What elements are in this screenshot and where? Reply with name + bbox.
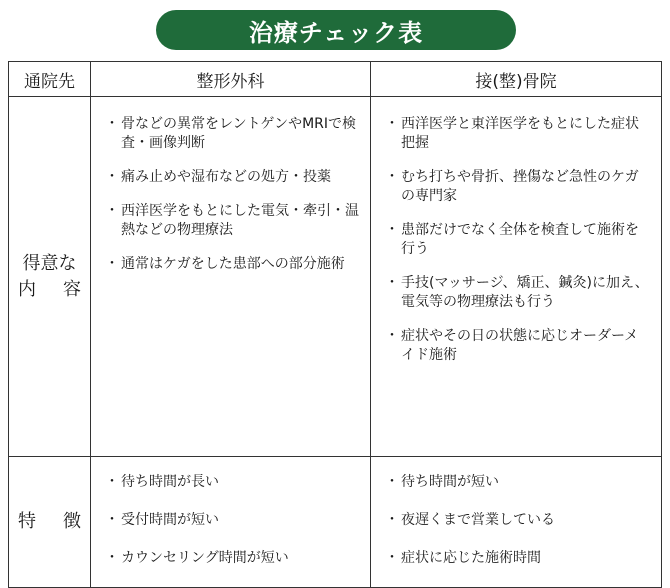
list-item: ・ 西洋医学と東洋医学をもとにした症状把握 <box>385 115 651 153</box>
header-orthopedics: 整形外科 <box>91 62 371 97</box>
bonesetter-features-cell <box>371 457 662 588</box>
list-item: ・ 待ち時間が短い <box>385 473 651 492</box>
header-bonesetter: 接(整)骨院 <box>371 62 662 97</box>
row-label-line: 得意な <box>22 252 77 274</box>
list-item: ・ 患部だけでなく全体を検査して施術を行う <box>385 221 651 259</box>
row-label-features <box>9 457 91 588</box>
bonesetter-specialty-list <box>385 115 651 365</box>
list-item: ・ 手技(マッサージ、矯正、鍼灸)に加え、電気等の物理療法も行う <box>385 274 651 312</box>
list-item: ・ 西洋医学をもとにした電気・牽引・温熱などの物理療法 <box>105 202 360 240</box>
row-label-line <box>9 509 90 535</box>
list-item: ・ 待ち時間が長い <box>105 473 360 492</box>
row-label-char: 容 <box>63 278 81 300</box>
orthopedics-specialty-cell <box>91 97 371 457</box>
row-label-line <box>9 277 90 303</box>
list-item: ・ むち打ちや骨折、挫傷など急性のケガの専門家 <box>385 168 651 206</box>
list-item: ・ 痛み止めや湿布などの処方・投薬 <box>105 168 360 187</box>
row-label-char: 徴 <box>63 511 81 532</box>
table-header-row <box>9 62 662 97</box>
table-row <box>9 457 662 588</box>
list-item: ・ カウンセリング時間が短い <box>105 549 360 568</box>
list-item: ・ 受付時間が短い <box>105 511 360 530</box>
list-item: ・ 骨などの異常をレントゲンやMRIで検査・画像判断 <box>105 115 360 153</box>
row-label-specialty <box>9 97 91 457</box>
list-item: ・ 夜遅くまで営業している <box>385 511 651 530</box>
table-row <box>9 97 662 457</box>
orthopedics-features-list <box>105 473 360 568</box>
treatment-check-table <box>8 61 662 588</box>
row-label-char: 内 <box>18 278 36 300</box>
list-item: ・ 症状やその日の状態に応じオーダーメイド施術 <box>385 327 651 365</box>
row-label-char: 特 <box>18 511 36 532</box>
bonesetter-features-list <box>385 473 651 568</box>
header-destination: 通院先 <box>9 62 91 97</box>
bonesetter-specialty-cell <box>371 97 662 457</box>
list-item: ・ 症状に応じた施術時間 <box>385 549 651 568</box>
page-title: 治療チェック表 <box>156 10 516 50</box>
list-item: ・ 通常はケガをした患部への部分施術 <box>105 255 360 274</box>
orthopedics-specialty-list <box>105 115 360 274</box>
orthopedics-features-cell <box>91 457 371 588</box>
